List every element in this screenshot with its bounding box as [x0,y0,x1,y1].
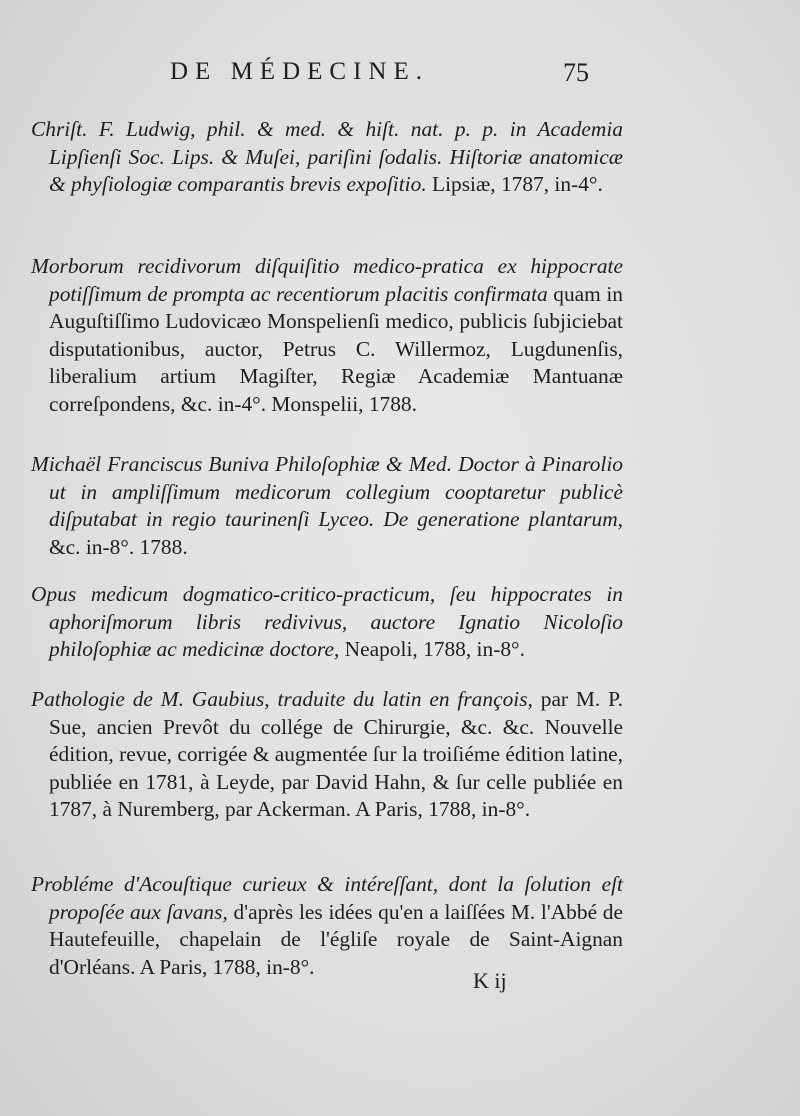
entry-imprint: d'après les idées qu'en a laiſſées M. l'Abbé de Hautefeuille, chapelain de l'égliſe royale de Saint-Aignan d'Orléans. A Paris, 1788, in-8°. [49,899,623,979]
signature-mark: K ij [473,968,507,993]
page-header [0,58,800,98]
entry-title: Morborum recidivorum diſquiſitio medico-pratica ex hippocrate potiſſimum de prompta ac recentiorum placitis confirmata [31,254,623,306]
bibliography-entry-gaubius [31,686,623,824]
bibliography-entry-opus-medicum [31,581,623,664]
bibliography-entry-acoustique [31,871,623,981]
entry-title: Opus medicum dogmatico-critico-practicum, ſeu hippocrates in aphoriſmorum libris redivivus, auctore Ignatio Nicoloſio philoſophiæ ac medicinæ doctore, [31,582,623,662]
entry-imprint: par M. P. Sue, ancien Prevôt du collége de Chirurgie, &c. &c. Nouvelle édition, revue, corrigée & augmentée ſur la troiſiéme édition latine, publiée en 1781, à Leyde, par David Hahn, & ſur celle publiée en 1787, à Nuremberg, par Ackerman. A Paris, 1788, in-8°. [49,687,623,822]
entry-title: Pathologie de M. Gaubius, traduite du latin en françois, [31,687,533,711]
running-head: DE MÉDECINE. [170,58,429,85]
entry-imprint: &c. in-8°. 1788. [49,534,188,559]
entry-title: Michaël Franciscus Buniva Philoſophiæ & Med. Doctor à Pinarolio ut in ampliſſimum medicorum collegium cooptaretur publicè diſputabat in regio taurinenſi Lyceo. De generatione plantarum, [31,452,623,532]
bibliography-entry-morborum [31,253,623,419]
bibliography-entry-buniva [31,451,623,561]
page-number: 75 [563,58,589,87]
entry-title: Chriſt. F. Ludwig, phil. & med. & hiſt. nat. p. p. in Academia Lipſienſi Soc. Lips. & Muſei, pariſini ſodalis. Hiſtoriæ anatomicæ & phyſiologiæ comparantis brevis expoſitio. [31,117,623,197]
entry-imprint: quam in Auguſtiſſimo Ludovicæo Monspelienſi medico, publicis ſubjiciebat disputationibus, auctor, Petrus C. Willermoz, Lugdunenſis, liberalium artium Magiſter, Regiæ Academiæ Mantuanæ correſpondens, &c. in-4°. Monspelii, 1788. [49,281,624,416]
entry-imprint: Lipsiæ, 1787, in-4°. [426,172,603,197]
entry-imprint: Neapoli, 1788, in-8°. [339,637,525,662]
bibliography-entry-ludwig [31,116,623,199]
entry-title: Probléme d'Acouſtique curieux & intéreſſant, dont la ſolution eſt propoſée aux ſavans, [31,872,623,924]
